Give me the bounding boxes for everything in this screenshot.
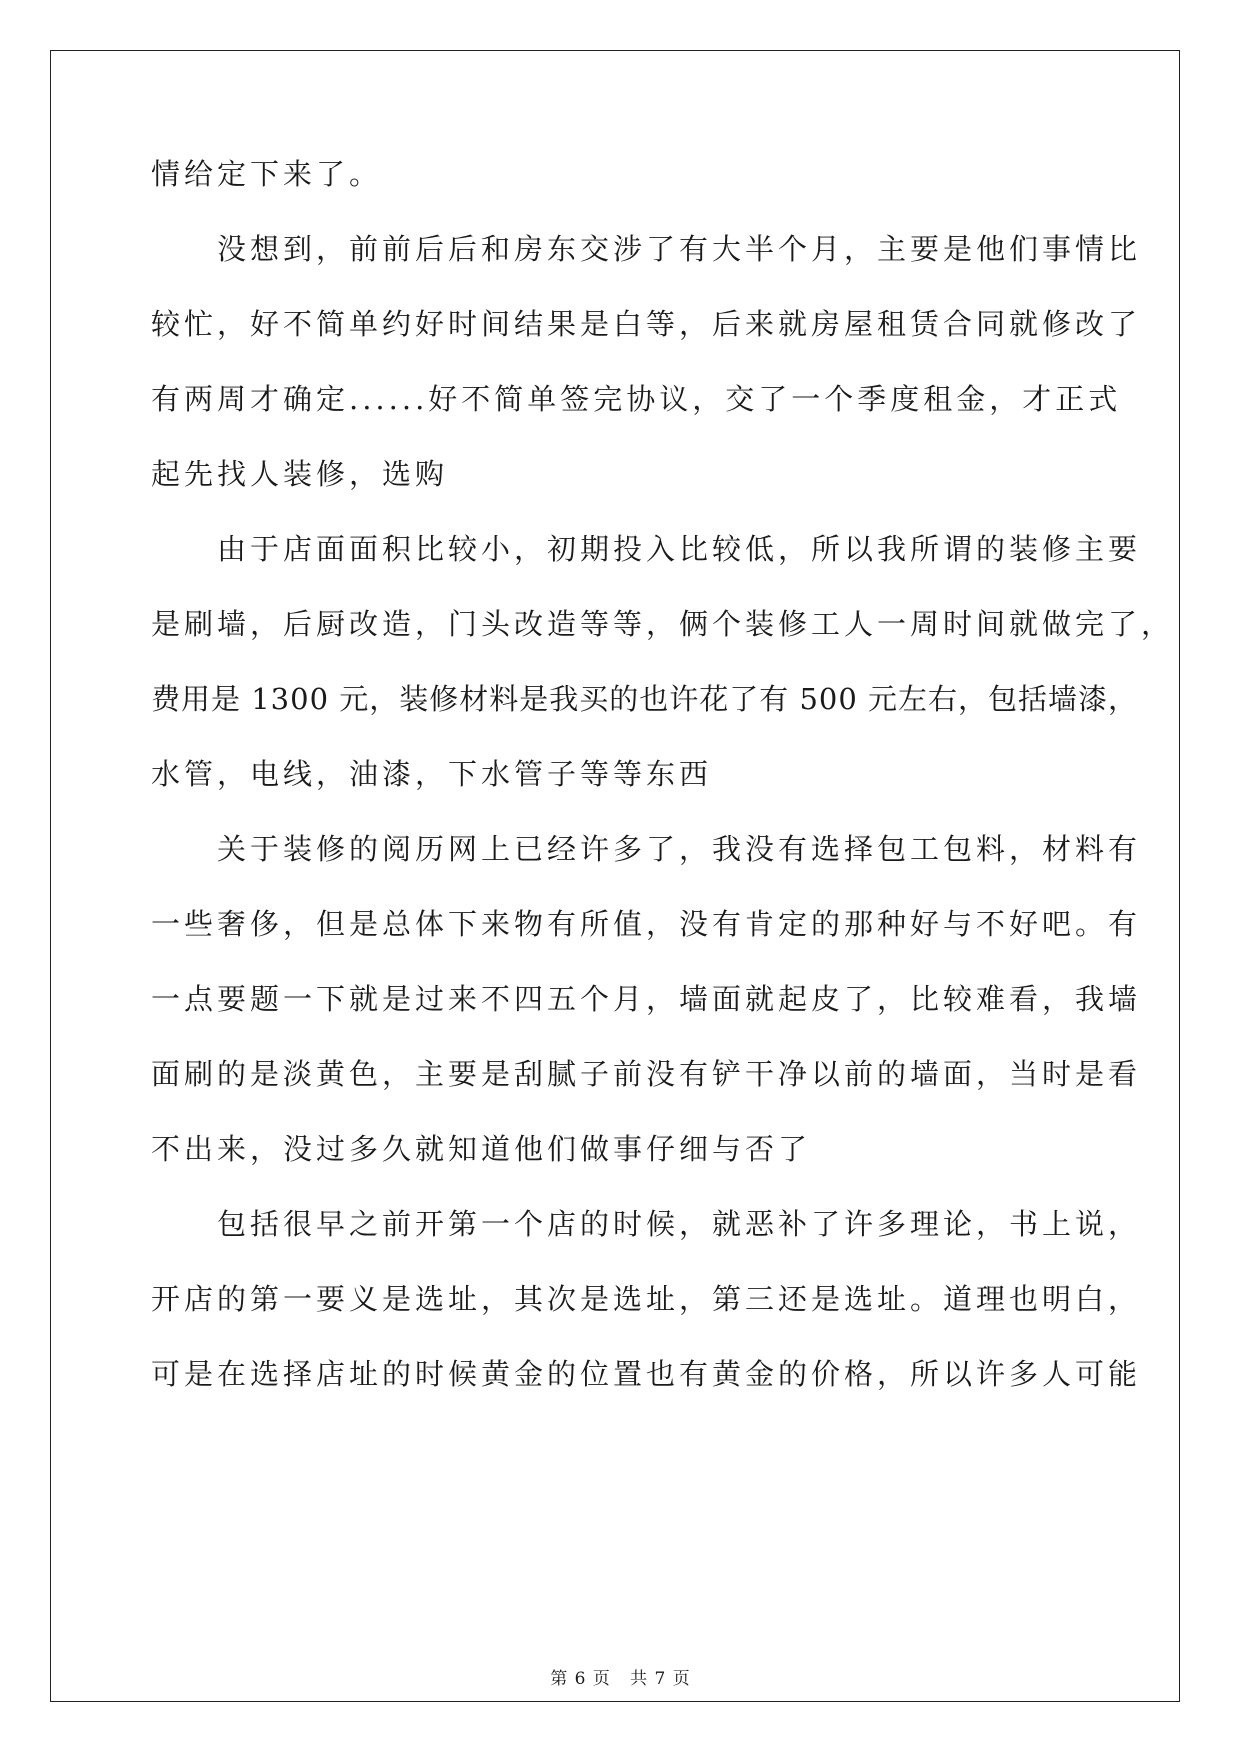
page-footer [0, 1664, 1241, 1689]
page-number-total: 共 7 页 [630, 1669, 691, 1689]
text-line: 开店的第一要义是选址，其次是选址，第三还是选址。道理也明白， [151, 1282, 1142, 1316]
text-line: 情给定下来了。 [151, 157, 383, 191]
text-line: 较忙，好不简单约好时间结果是白等，后来就房屋租赁合同就修改了 [151, 307, 1142, 341]
text-line: 一点要题一下就是过来不四五个月，墙面就起皮了，比较难看，我墙 [151, 982, 1142, 1016]
text-line: 起先找人装修，选购 [151, 457, 449, 491]
text-line: 费用是 1300 元，装修材料是我买的也许花了有 500 元左右，包括墙漆， [151, 682, 1139, 716]
text-line: 包括很早之前开第一个店的时候，就恶补了许多理论，书上说， [151, 1207, 1142, 1241]
text-line: 没想到，前前后后和房东交涉了有大半个月，主要是他们事情比 [151, 232, 1142, 266]
text-line: 不出来，没过多久就知道他们做事仔细与否了 [151, 1132, 812, 1166]
text-line: 面刷的是淡黄色，主要是刮腻子前没有铲干净以前的墙面，当时是看 [151, 1057, 1142, 1091]
text-line: 由于店面面积比较小，初期投入比较低，所以我所谓的装修主要 [151, 532, 1142, 566]
text-line: 可是在选择店址的时候黄金的位置也有黄金的价格，所以许多人可能 [151, 1357, 1142, 1391]
text-line: 一些奢侈，但是总体下来物有所值，没有肯定的那种好与不好吧。有 [151, 907, 1142, 941]
page-border [50, 50, 1180, 1702]
page-number-current: 第 6 页 [550, 1669, 611, 1689]
text-line: 水管，电线，油漆，下水管子等等东西 [151, 757, 713, 791]
text-line: 是刷墙，后厨改造，门头改造等等，俩个装修工人一周时间就做完了， [151, 607, 1175, 641]
text-line: 有两周才确定......好不简单签完协议，交了一个季度租金，才正式 [151, 382, 1122, 416]
text-line: 关于装修的阅历网上已经许多了，我没有选择包工包料，材料有 [151, 832, 1142, 866]
